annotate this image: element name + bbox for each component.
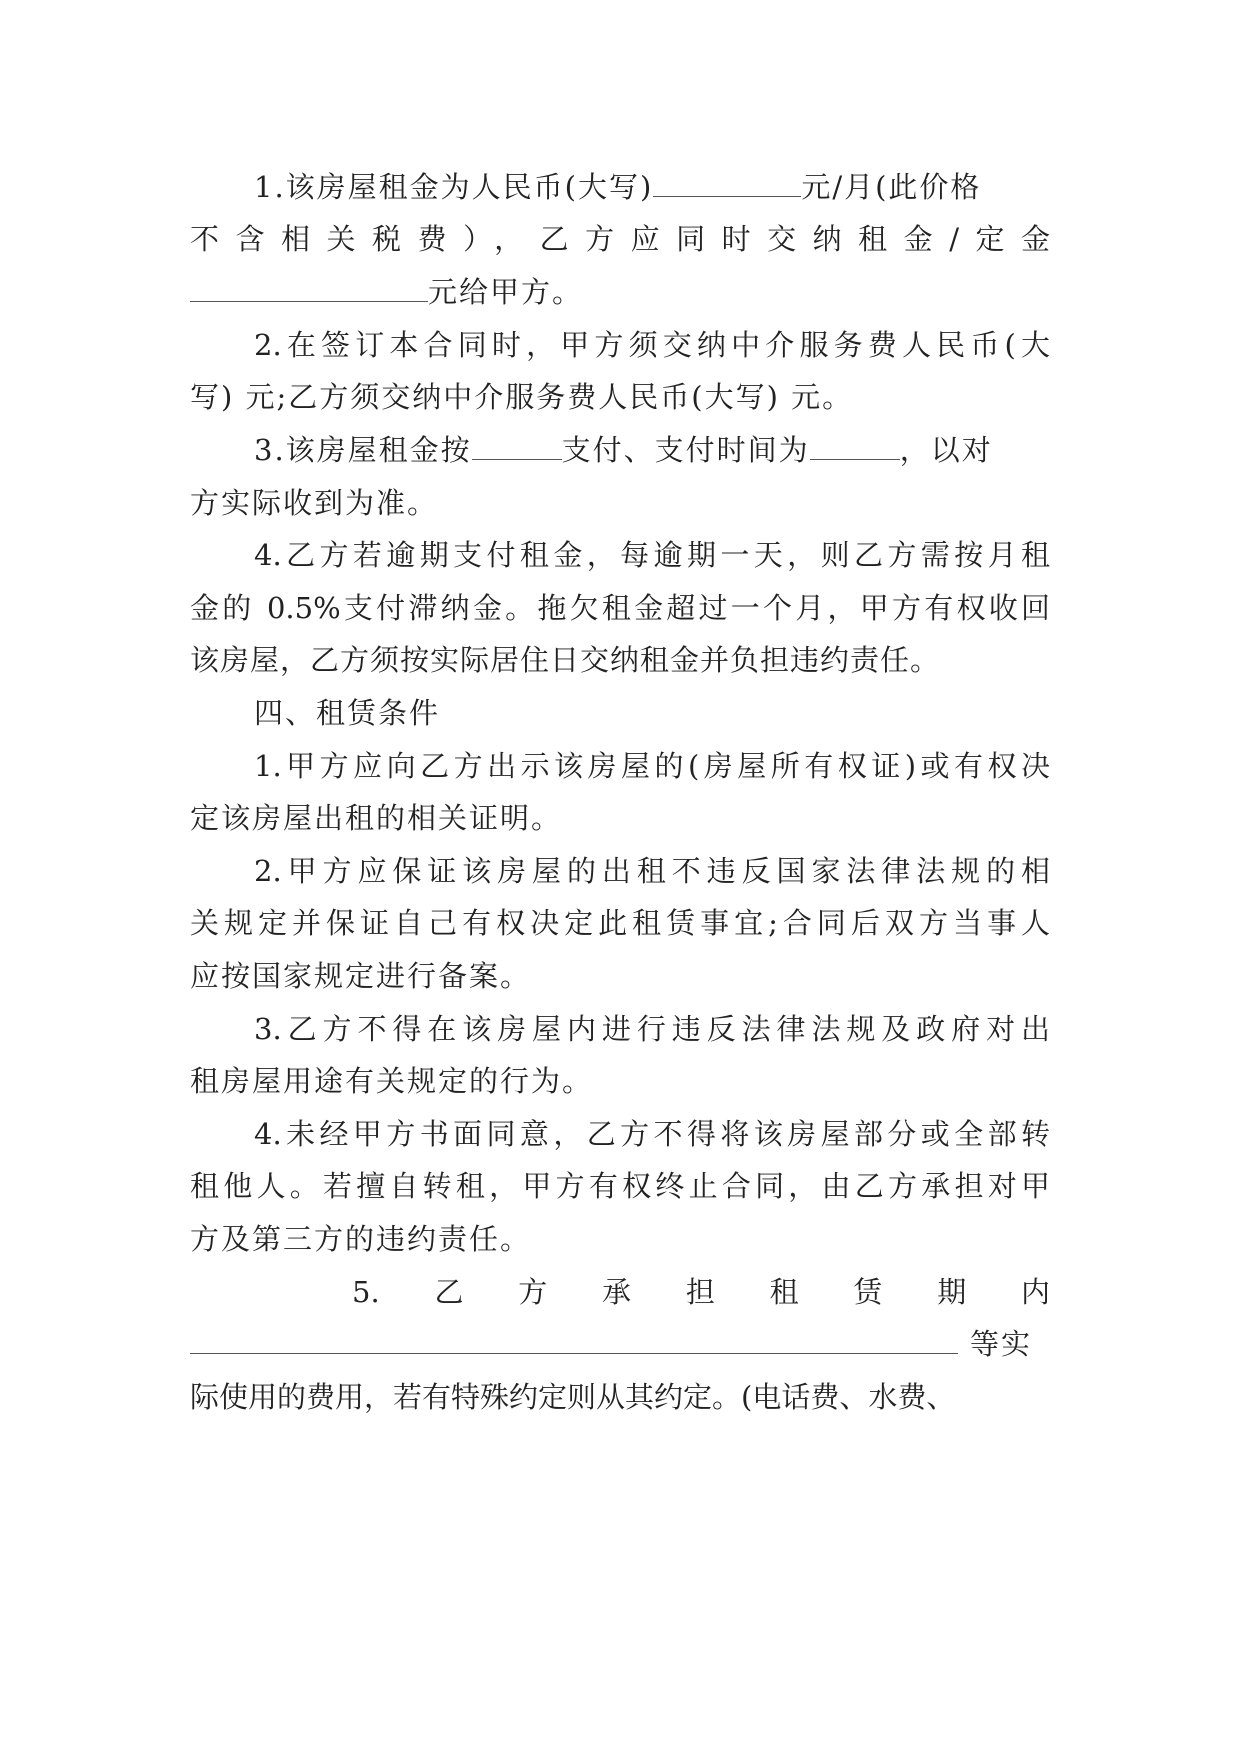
condition-5-line-2	[190, 1315, 1050, 1373]
condition-4-line-2: 租他人。若擅自转租，甲方有权终止合同，由乙方承担对甲	[190, 1169, 1050, 1203]
text-run: 支付、支付时间为	[561, 433, 810, 467]
condition-1-line-1: 1.甲方应向乙方出示该房屋的(房屋所有权证)或有权决	[254, 749, 1050, 783]
condition-5-line-1: 5.乙方承担租赁期内	[352, 1275, 1050, 1309]
condition-3-line-1: 3.乙方不得在该房屋内进行违反法律法规及政府对出	[254, 1012, 1050, 1046]
clause-rent-line-3	[190, 263, 1050, 321]
fill-blank	[472, 421, 562, 460]
clause-payment-line-2: 方实际收到为准。	[190, 486, 439, 520]
fill-blank	[810, 421, 900, 460]
fill-blank	[190, 263, 428, 302]
clause-fee-line-2: 写) 元;乙方须交纳中介服务费人民币(大写) 元。	[190, 380, 854, 414]
condition-2-line-1: 2.甲方应保证该房屋的出租不违反国家法律法规的相	[254, 854, 1050, 888]
condition-4-line-3: 方及第三方的违约责任。	[190, 1222, 532, 1256]
clause-late-line-3: 该房屋，乙方须按实际居住日交纳租金并负担违约责任。	[190, 643, 941, 677]
text-run: 元给甲方。	[428, 275, 584, 309]
condition-5-line-3: 际使用的费用，若有特殊约定则从其约定。(电话费、水费、	[190, 1380, 956, 1414]
text-run: 元/月(此价格	[801, 170, 982, 204]
condition-1-line-2: 定该房屋出租的相关证明。	[190, 801, 563, 835]
text-run: 1.该房屋租金为人民币(大写)	[254, 170, 654, 204]
condition-3-line-2: 租房屋用途有关规定的行为。	[190, 1064, 594, 1098]
text-run: ，以对	[899, 433, 993, 467]
clause-rent-line-2: 不含相关税费），乙方应同时交纳租金/定金	[190, 222, 1050, 256]
text-run: 3.该房屋租金按	[254, 433, 472, 467]
fill-blank	[653, 158, 801, 197]
text-run: 等实	[970, 1327, 1033, 1361]
clause-late-line-1: 4.乙方若逾期支付租金，每逾期一天，则乙方需按月租	[254, 538, 1050, 572]
clause-rent-line-1	[254, 158, 1050, 216]
clause-payment-line-1	[254, 421, 1050, 479]
condition-2-line-3: 应按国家规定进行备案。	[190, 959, 532, 993]
clause-fee-line-1: 2.在签订本合同时，甲方须交纳中介服务费人民币(大	[254, 328, 1050, 362]
condition-4-line-1: 4.未经甲方书面同意，乙方不得将该房屋部分或全部转	[254, 1117, 1050, 1151]
section-heading: 四、租赁条件	[254, 696, 441, 730]
clause-late-line-2: 金的 0.5%支付滞纳金。拖欠租金超过一个月，甲方有权收回	[190, 591, 1050, 625]
fill-blank	[190, 1315, 958, 1354]
condition-2-line-2: 关规定并保证自己有权决定此租赁事宜;合同后双方当事人	[190, 906, 1050, 940]
